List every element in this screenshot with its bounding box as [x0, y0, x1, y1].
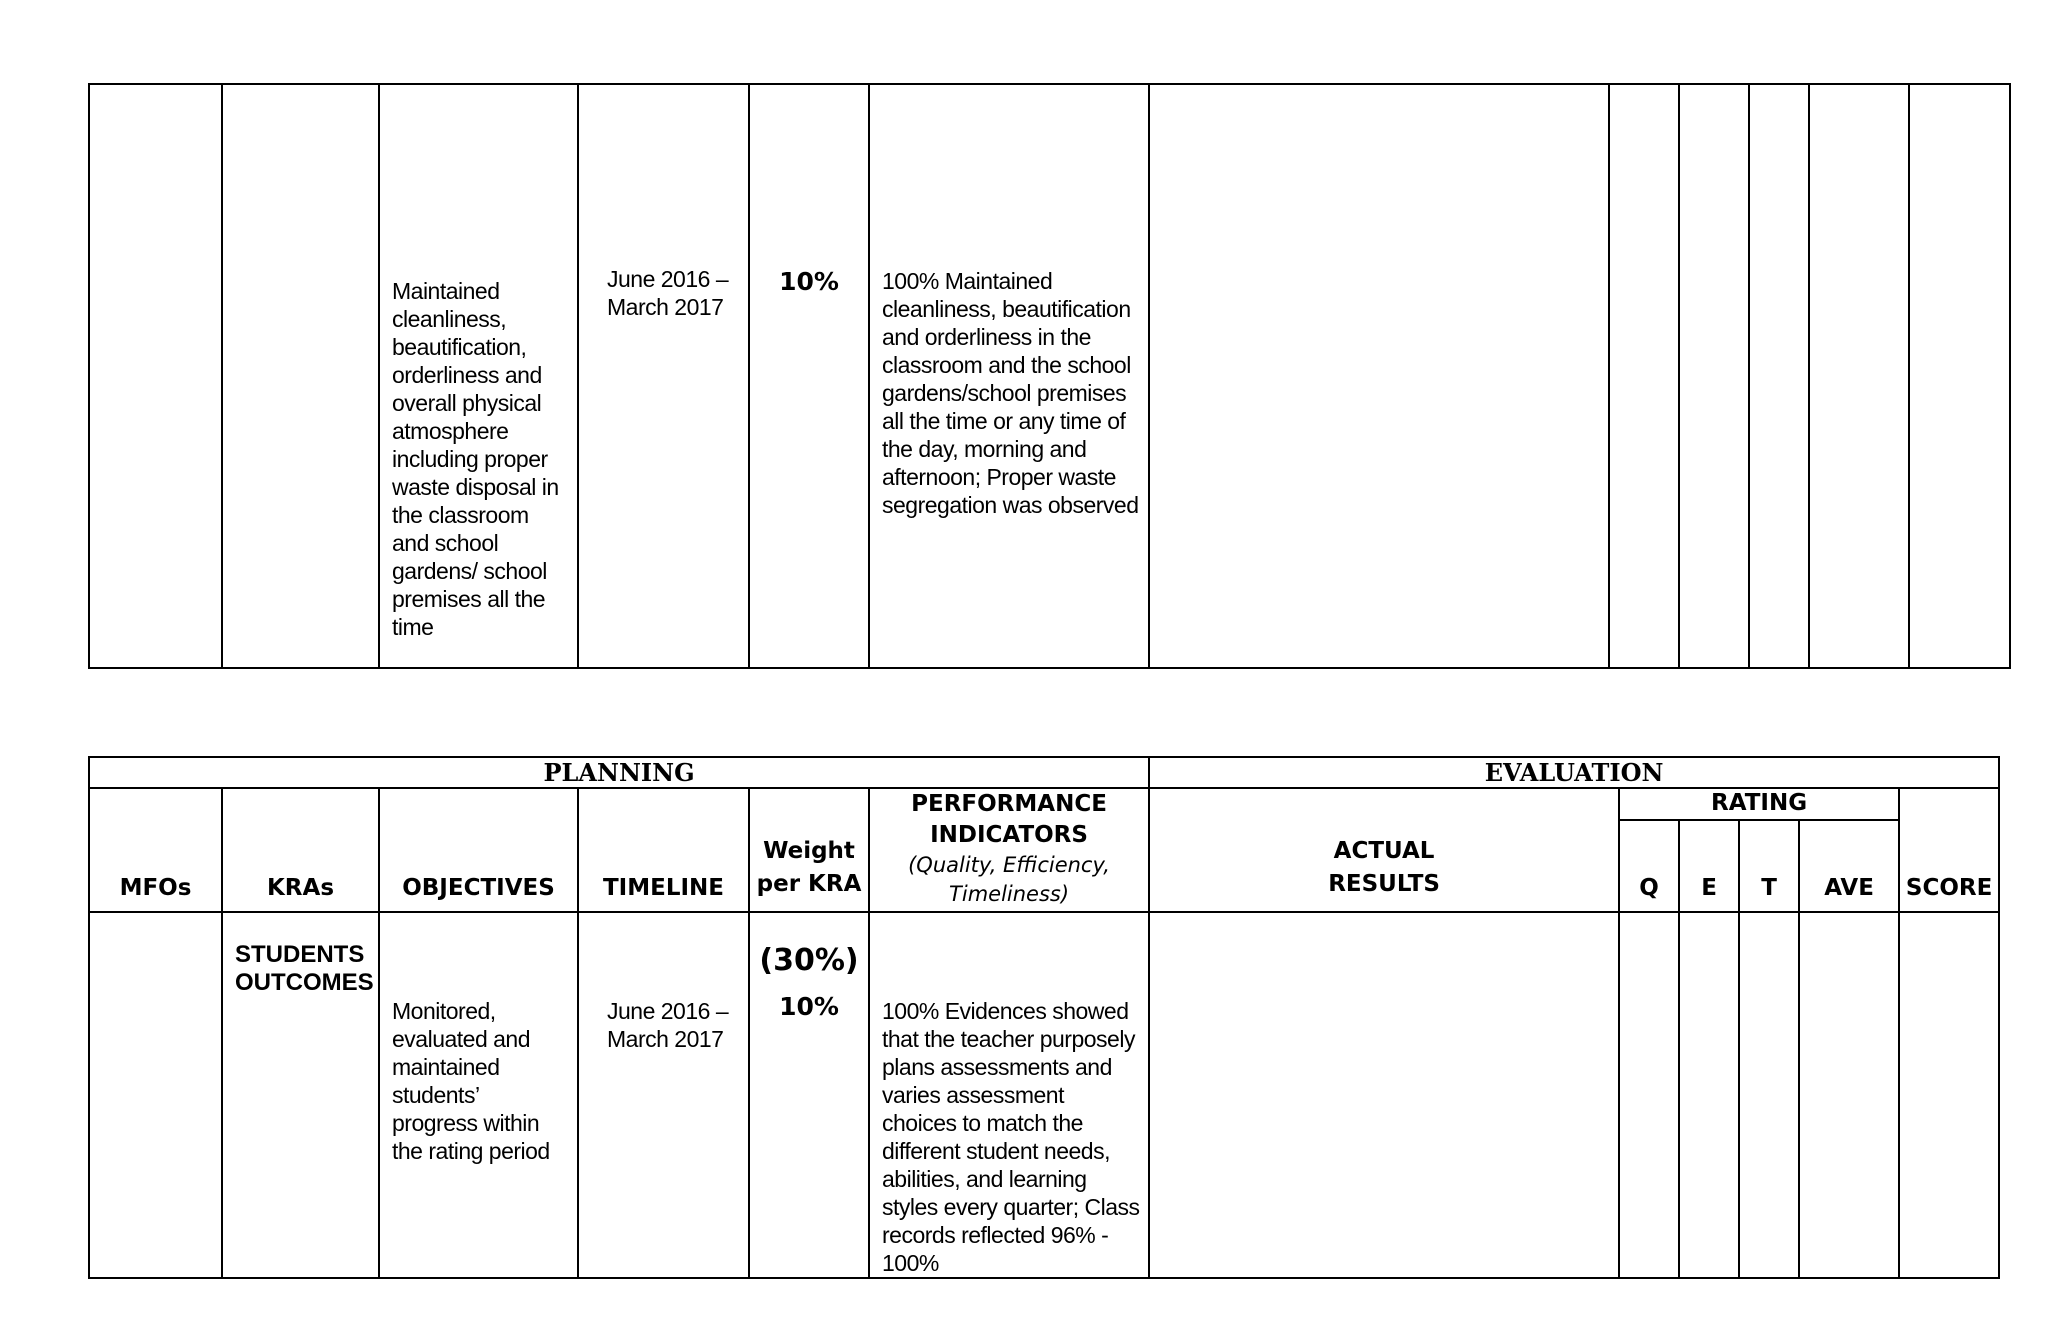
actual-header-line1: ACTUAL: [1333, 838, 1435, 864]
rating-t-cell: [1749, 84, 1809, 668]
actual-results-cell: [1149, 912, 1619, 1278]
objective-cell: [379, 84, 578, 668]
timeline-cell: [578, 912, 749, 1278]
objective-text: Maintained cleanliness, beautification, orderliness and overall physical atmosphere including proper waste disposal in the classroom and school gardens/ school premises all the time: [392, 278, 559, 640]
rating-e-cell: [1679, 84, 1749, 668]
score-cell: [1909, 84, 2010, 668]
rating-q-cell: [1609, 84, 1679, 668]
objectives-header: OBJECTIVES: [379, 788, 578, 912]
objective-text: Monitored, evaluated and maintained students’ progress within the rating period: [392, 998, 550, 1164]
weight-value: 10%: [779, 267, 839, 296]
score-cell: [1899, 912, 1999, 1278]
weight-header: [749, 788, 869, 912]
objective-cell: [379, 912, 578, 1278]
actual-results-header: [1149, 788, 1619, 912]
score-header: SCORE: [1899, 788, 1999, 912]
weight-header-line2: per KRA: [756, 871, 862, 897]
actual-results-cell: [1149, 84, 1609, 668]
rating-ave-cell: [1799, 912, 1899, 1278]
performance-indicators-header: [869, 788, 1149, 912]
rating-e-header: E: [1679, 820, 1739, 912]
kra-weight-value: (30%): [759, 943, 859, 978]
weight-header-line1: Weight: [763, 838, 855, 864]
timeline-header: TIMELINE: [578, 788, 749, 912]
pi-header-subtitle: (Quality, Efficiency, Timeliness): [908, 853, 1110, 906]
mfo-cell: [89, 84, 222, 668]
rating-e-cell: [1679, 912, 1739, 1278]
performance-indicator-cell: [869, 912, 1149, 1278]
pi-header-line2: INDICATORS: [930, 822, 1088, 848]
rating-ave-cell: [1809, 84, 1909, 668]
planning-evaluation-table: [88, 756, 2000, 1279]
mfos-header: MFOs: [89, 788, 222, 912]
weight-cell: [749, 84, 869, 668]
timeline-text: June 2016 – March 2017: [607, 266, 729, 320]
performance-indicator-cell: [869, 84, 1149, 668]
continuation-table: [88, 83, 2011, 669]
rating-header: RATING: [1619, 788, 1899, 820]
rating-t-cell: [1739, 912, 1799, 1278]
rating-q-header: Q: [1619, 820, 1679, 912]
weight-cell: [749, 912, 869, 1278]
actual-header-line2: RESULTS: [1328, 871, 1440, 897]
kra-cell: [222, 84, 379, 668]
planning-header: PLANNING: [89, 757, 1149, 788]
kra-label: STUDENTS OUTCOMES: [235, 941, 374, 996]
rating-ave-header: AVE: [1799, 820, 1899, 912]
rating-t-header: T: [1739, 820, 1799, 912]
kras-header: KRAs: [222, 788, 379, 912]
kra-cell: [222, 912, 379, 1278]
weight-value: 10%: [779, 992, 839, 1021]
evaluation-header: EVALUATION: [1149, 757, 1999, 788]
mfo-cell: [89, 912, 222, 1278]
timeline-cell: [578, 84, 749, 668]
timeline-text: June 2016 – March 2017: [607, 998, 729, 1052]
performance-indicator-text: 100% Maintained cleanliness, beautification and orderliness in the classroom and the school gardens/school premises all the time or any time of the day, morning and afternoon; Proper waste segregation was observed: [882, 268, 1139, 518]
rating-q-cell: [1619, 912, 1679, 1278]
pi-header-line1: PERFORMANCE: [911, 791, 1107, 817]
performance-indicator-text: 100% Evidences showed that the teacher purposely plans assessments and varies assessment choices to match the different student needs, abilities, and learning styles every quarter; Class records reflected 96% - 100%: [882, 998, 1140, 1276]
